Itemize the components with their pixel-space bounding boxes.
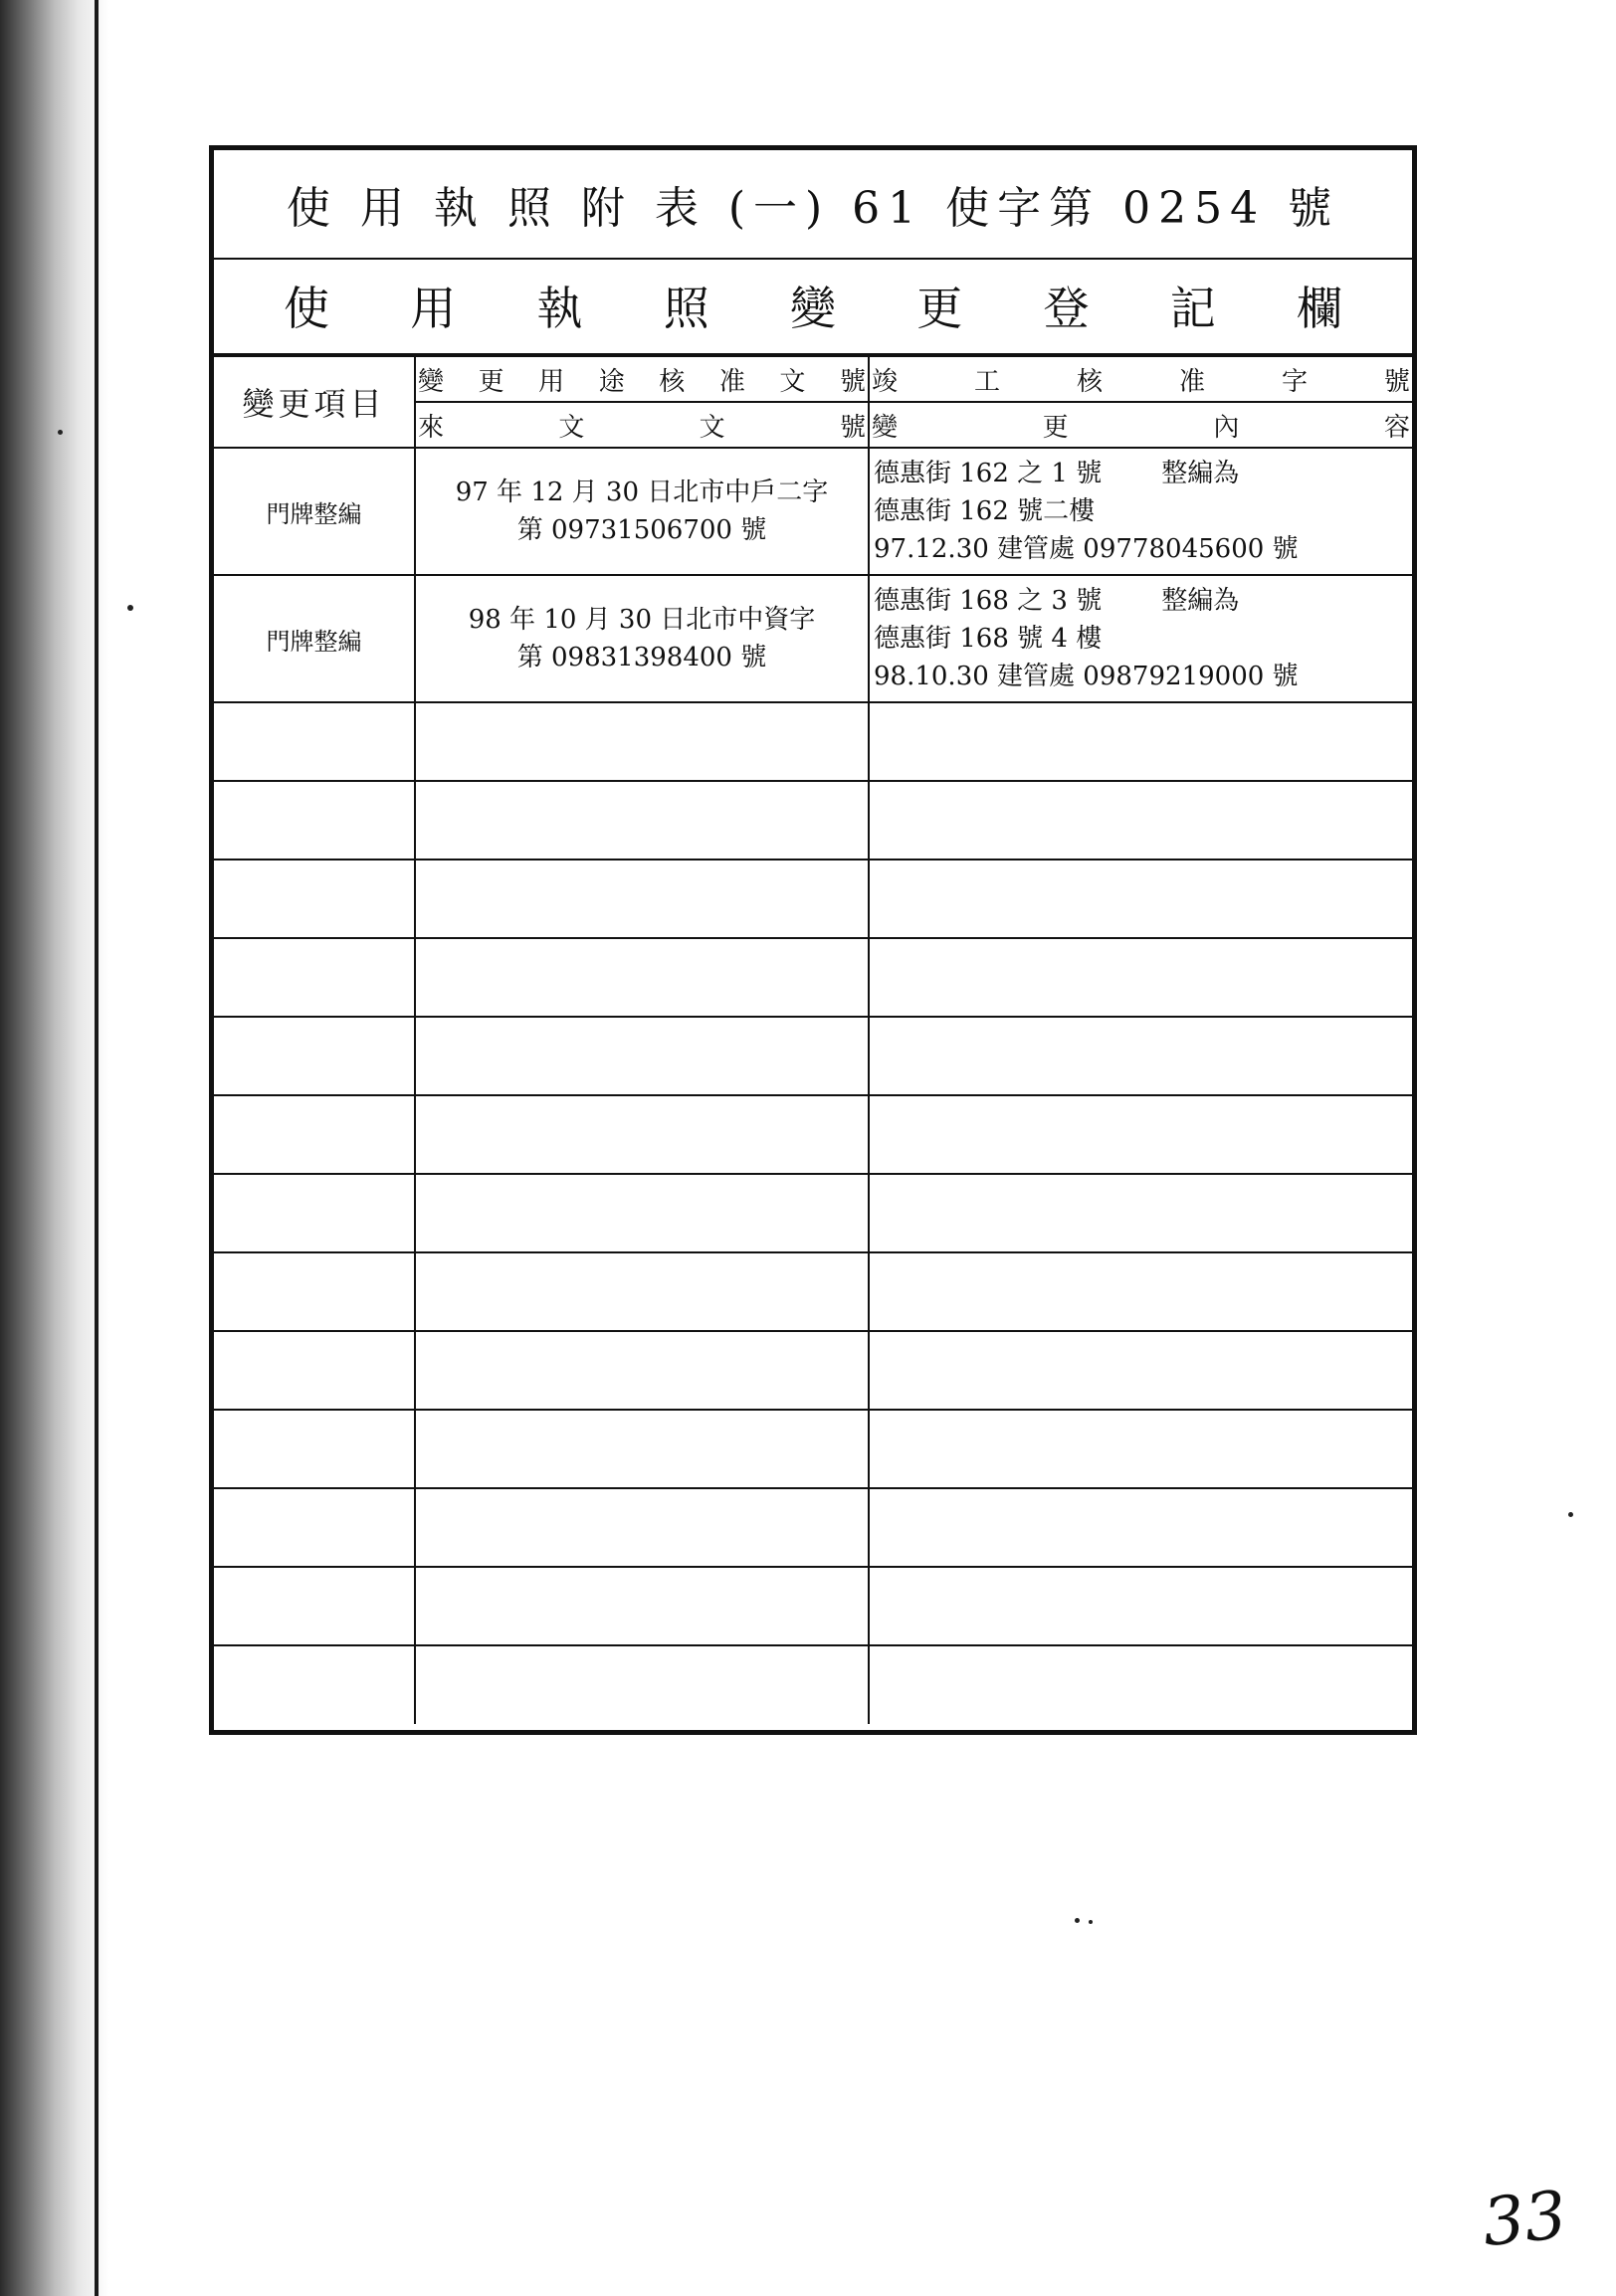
change-line xyxy=(874,455,1408,492)
change-from: 德惠街 162 之 1 號 xyxy=(874,459,1103,488)
subtitle-char: 登 xyxy=(1043,282,1090,335)
empty-cell xyxy=(869,938,1412,1017)
table-row xyxy=(214,448,1412,575)
change-item-cell: 門牌整編 xyxy=(214,448,415,575)
subtitle-char: 記 xyxy=(1169,282,1216,335)
empty-cell xyxy=(869,1095,1412,1174)
empty-cell xyxy=(415,1252,869,1331)
empty-table-row xyxy=(214,1174,1412,1252)
header-char: 來 xyxy=(418,412,445,443)
empty-cell xyxy=(869,1410,1412,1488)
form-title: 使 用 執 照 附 表 (一) 61 使字第 0254 號 xyxy=(214,150,1412,260)
empty-cell xyxy=(214,781,415,860)
handwritten-page-number: 33 xyxy=(1479,2176,1570,2262)
change-line: 97.12.30 建管處 09778045600 號 xyxy=(874,534,1299,564)
scan-speck xyxy=(58,430,63,435)
empty-cell xyxy=(869,1331,1412,1410)
header-char: 號 xyxy=(839,412,866,443)
empty-cell xyxy=(415,1174,869,1252)
header-char: 用 xyxy=(538,366,565,397)
subtitle-char: 照 xyxy=(663,282,709,335)
header-char: 核 xyxy=(659,366,686,397)
header-doc-approval xyxy=(415,356,869,402)
header-change-item: 變更項目 xyxy=(214,356,415,448)
empty-cell xyxy=(869,1488,1412,1567)
subtitle-char: 變 xyxy=(790,282,836,335)
scan-speck xyxy=(1089,1920,1093,1924)
header-char: 核 xyxy=(1076,366,1103,397)
empty-cell xyxy=(214,1488,415,1567)
incoming-doc-cell xyxy=(415,448,869,575)
empty-cell xyxy=(214,1252,415,1331)
empty-cell xyxy=(415,1017,869,1095)
doc-line: 第 09731506700 號 xyxy=(516,515,767,545)
change-verb: 整編為 xyxy=(1161,586,1240,616)
empty-cell xyxy=(415,1095,869,1174)
empty-cell xyxy=(214,1331,415,1410)
header-char: 准 xyxy=(1178,366,1205,397)
empty-table-row xyxy=(214,860,1412,938)
scan-speck xyxy=(1568,1512,1573,1517)
change-line: 德惠街 162 號二樓 xyxy=(874,496,1096,526)
change-content-cell xyxy=(869,575,1412,702)
empty-table-row xyxy=(214,781,1412,860)
header-char: 途 xyxy=(598,366,625,397)
form-subtitle xyxy=(214,258,1412,355)
header-char: 更 xyxy=(1042,412,1069,443)
change-line: 德惠街 168 號 4 樓 xyxy=(874,624,1103,654)
empty-cell xyxy=(214,1174,415,1252)
scan-speck xyxy=(1075,1918,1080,1923)
scan-shadow-edge xyxy=(0,0,124,2296)
subtitle-char: 欄 xyxy=(1297,282,1342,335)
empty-cell xyxy=(214,1410,415,1488)
empty-cell xyxy=(869,1567,1412,1645)
empty-table-row xyxy=(214,938,1412,1017)
subtitle-char: 更 xyxy=(916,282,963,335)
header-char: 容 xyxy=(1383,412,1410,443)
doc-line: 第 09831398400 號 xyxy=(516,643,767,672)
header-char: 號 xyxy=(1383,366,1410,397)
header-char: 變 xyxy=(418,366,445,397)
empty-table-row xyxy=(214,1645,1412,1724)
empty-cell xyxy=(214,702,415,781)
header-char: 文 xyxy=(779,366,806,397)
header-completion-approval xyxy=(869,356,1412,402)
empty-cell xyxy=(415,1567,869,1645)
change-verb: 整編為 xyxy=(1161,459,1240,488)
empty-cell xyxy=(415,860,869,938)
header-char: 工 xyxy=(973,366,1000,397)
doc-line: 97 年 12 月 30 日北市中戶二字 xyxy=(455,478,829,507)
change-line xyxy=(874,582,1408,620)
empty-cell xyxy=(869,1252,1412,1331)
header-char: 變 xyxy=(872,412,899,443)
empty-cell xyxy=(415,1410,869,1488)
header-change-content xyxy=(869,402,1412,448)
empty-cell xyxy=(214,938,415,1017)
empty-table-row xyxy=(214,1567,1412,1645)
empty-cell xyxy=(869,702,1412,781)
table-header-row xyxy=(214,356,1412,402)
empty-cell xyxy=(869,1174,1412,1252)
header-char: 更 xyxy=(478,366,505,397)
header-char: 竣 xyxy=(872,366,899,397)
incoming-doc-cell xyxy=(415,575,869,702)
empty-cell xyxy=(214,1645,415,1724)
scan-speck xyxy=(127,605,133,611)
empty-table-row xyxy=(214,1410,1412,1488)
empty-table-row xyxy=(214,1488,1412,1567)
empty-cell xyxy=(214,1567,415,1645)
header-char: 字 xyxy=(1281,366,1308,397)
empty-cell xyxy=(415,1645,869,1724)
subtitle-char: 使 xyxy=(284,282,329,335)
empty-cell xyxy=(869,781,1412,860)
empty-cell xyxy=(214,1017,415,1095)
header-char: 內 xyxy=(1213,412,1240,443)
usage-permit-attachment-form xyxy=(209,145,1417,1735)
subtitle-char: 執 xyxy=(536,282,583,335)
empty-cell xyxy=(415,1488,869,1567)
empty-cell xyxy=(415,1331,869,1410)
change-content-cell xyxy=(869,448,1412,575)
subtitle-char: 用 xyxy=(410,282,457,335)
header-char: 文 xyxy=(558,412,585,443)
empty-cell xyxy=(214,860,415,938)
change-item-cell: 門牌整編 xyxy=(214,575,415,702)
empty-table-row xyxy=(214,1252,1412,1331)
binding-line xyxy=(95,0,99,2296)
empty-cell xyxy=(214,1095,415,1174)
empty-table-row xyxy=(214,702,1412,781)
change-line: 98.10.30 建管處 09879219000 號 xyxy=(874,662,1299,691)
empty-table-row xyxy=(214,1331,1412,1410)
empty-table-row xyxy=(214,1095,1412,1174)
empty-cell xyxy=(869,1645,1412,1724)
empty-cell xyxy=(869,1017,1412,1095)
change-registration-table xyxy=(214,355,1412,1724)
empty-table-row xyxy=(214,1017,1412,1095)
header-char: 准 xyxy=(718,366,745,397)
empty-cell xyxy=(869,860,1412,938)
empty-cell xyxy=(415,781,869,860)
header-char: 文 xyxy=(699,412,725,443)
header-incoming-doc xyxy=(415,402,869,448)
doc-line: 98 年 10 月 30 日北市中資字 xyxy=(468,605,816,635)
empty-cell xyxy=(415,938,869,1017)
empty-cell xyxy=(415,702,869,781)
table-row xyxy=(214,575,1412,702)
header-char: 號 xyxy=(839,366,866,397)
change-from: 德惠街 168 之 3 號 xyxy=(874,586,1103,616)
